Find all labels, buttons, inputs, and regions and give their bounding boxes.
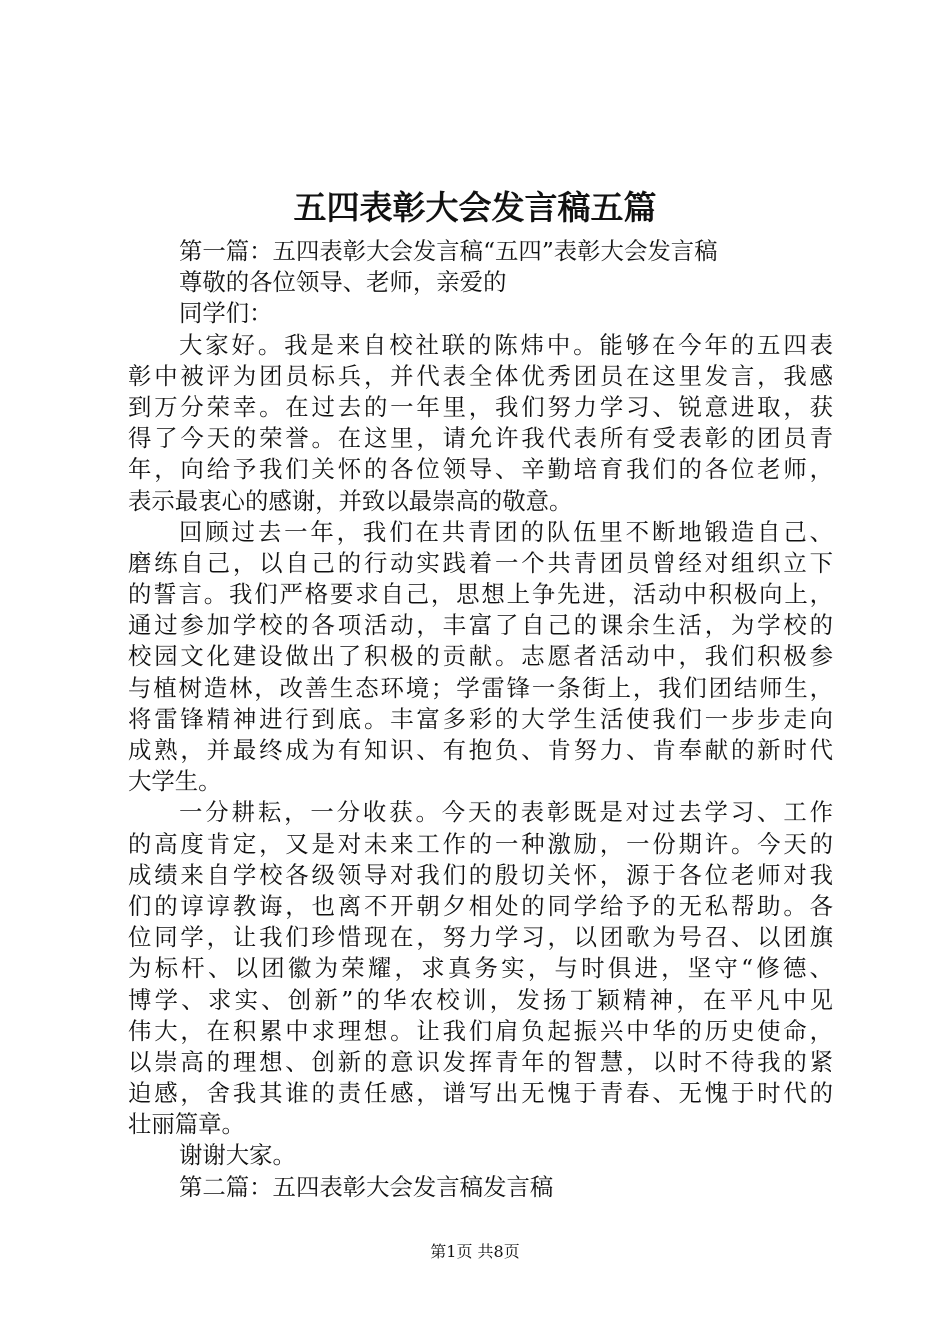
text-line: 成绩来自学校各级领导对我们的殷切关怀，源于各位老师对我 xyxy=(128,860,833,889)
text-line: 为标杆、以团徽为荣耀，求真务实，与时俱进，坚守“修德、 xyxy=(128,954,833,983)
text-line: 同学们： xyxy=(179,299,273,328)
text-line: 们的谆谆教诲，也离不开朝夕相处的同学给予的无私帮助。各 xyxy=(128,891,833,920)
document-title: 五四表彰大会发言稿五篇 xyxy=(293,188,657,227)
text-line: 与植树造林，改善生态环境；学雷锋一条街上，我们团结师生， xyxy=(128,673,833,702)
text-line: 位同学，让我们珍惜现在，努力学习，以团歌为号召、以团旗 xyxy=(128,923,833,952)
text-line: 第一篇：五四表彰大会发言稿“五四”表彰大会发言稿 xyxy=(179,237,718,265)
text-line: 博学、求实、创新”的华农校训，发扬丁颖精神，在平凡中见 xyxy=(128,985,833,1014)
text-line: 校园文化建设做出了积极的贡献。志愿者活动中，我们积极参 xyxy=(128,642,833,671)
document-body xyxy=(128,236,833,1203)
text-line: 以崇高的理想、创新的意识发挥青年的智慧，以时不待我的紧 xyxy=(128,1047,833,1076)
text-line: 大学生。 xyxy=(128,767,222,796)
text-line: 的高度肯定，又是对未来工作的一种激励，一份期许。今天的 xyxy=(128,829,833,858)
text-line: 回顾过去一年，我们在共青团的队伍里不断地锻造自己、 xyxy=(179,517,833,546)
text-line: 年，向给予我们关怀的各位领导、辛勤培育我们的各位老师， xyxy=(128,455,833,484)
text-line: 壮丽篇章。 xyxy=(128,1110,245,1139)
text-line: 将雷锋精神进行到底。丰富多彩的大学生活使我们一步步走向 xyxy=(128,704,833,733)
text-line: 到万分荣幸。在过去的一年里，我们努力学习、锐意进取，获 xyxy=(128,392,833,421)
text-line: 一分耕耘，一分收获。今天的表彰既是对过去学习、工作 xyxy=(179,798,833,827)
text-line: 迫感，舍我其谁的责任感，谱写出无愧于青春、无愧于时代的 xyxy=(128,1079,833,1108)
text-line: 伟大，在积累中求理想。让我们肩负起振兴中华的历史使命， xyxy=(128,1016,833,1045)
text-line: 大家好。我是来自校社联的陈炜中。能够在今年的五四表 xyxy=(179,330,833,359)
text-line: 彰中被评为团员标兵，并代表全体优秀团员在这里发言，我感 xyxy=(128,361,833,390)
text-line: 磨练自己，以自己的行动实践着一个共青团员曾经对组织立下 xyxy=(128,548,833,577)
text-line: 第二篇：五四表彰大会发言稿发言稿 xyxy=(179,1172,554,1201)
page-footer: 第1页 共8页 xyxy=(430,1242,520,1261)
text-line: 谢谢大家。 xyxy=(179,1141,296,1170)
text-line: 成熟，并最终成为有知识、有抱负、肯努力、肯奉献的新时代 xyxy=(128,736,833,764)
text-line: 得了今天的荣誉。在这里，请允许我代表所有受表彰的团员青 xyxy=(128,424,833,453)
text-line: 尊敬的各位领导、老师，亲爱的 xyxy=(179,268,507,297)
text-line: 通过参加学校的各项活动，丰富了自己的课余生活，为学校的 xyxy=(128,611,833,640)
text-line: 的誓言。我们严格要求自己，思想上争先进，活动中积极向上， xyxy=(128,580,833,609)
text-line: 表示最衷心的感谢，并致以最崇高的敬意。 xyxy=(128,486,573,515)
